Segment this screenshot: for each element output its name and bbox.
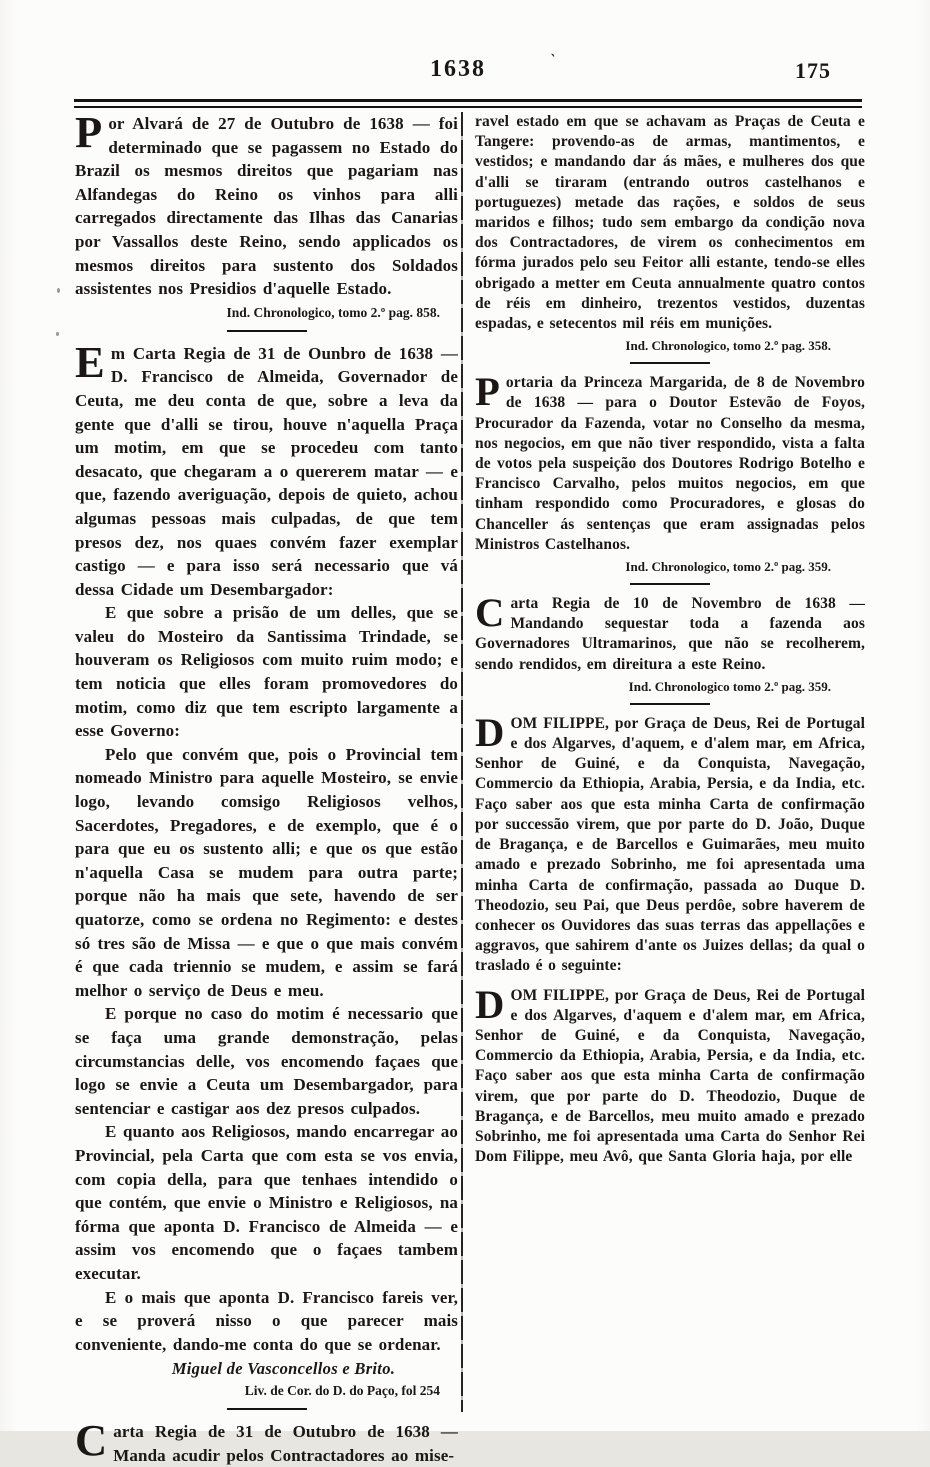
decree-entry	[475, 369, 865, 575]
paragraph: DOM FILIPPE, por Graça de Deus, Rei de Portugal e dos Algarves, d'aquem, e d'alem mar, em Africa, Senhor de Guiné, e da Conquista, Navegação, Commercio da Ethiopia, Arabia, Persia, e da India, etc. Faço saber aos que esta minha Carta de confirmação por successão virem, que por parte do D. João, Duque de Bragança, e de Barcellos e Guimarães, meu muito amado e prezado Sobrinho, me foi apresentada uma minha Carta de confirmação, passada ao Duque D. Theodozio, seu Pai, que Deus perdôe, sobre haverem de conhecer os Ouvidores das suas terras das appellações e aggravos, que sahirem d'ante os Juizes dellas; da qual o traslado é o seguinte:	[475, 709, 865, 975]
decree-entry	[475, 112, 865, 354]
entry-separator	[227, 1408, 307, 1410]
paragraph: Carta Regia de 31 de Outubro de 1638 — Manda acudir pelos Contractadores ao mise-	[75, 1415, 458, 1466]
decree-entry	[475, 590, 865, 695]
source-citation: Ind. Chronologico, tomo 2.º pag. 359.	[625, 559, 831, 575]
left-column	[75, 107, 458, 1466]
entry-separator	[227, 330, 307, 332]
drop-cap: E	[75, 336, 105, 387]
decree-entry	[75, 336, 458, 1400]
source-citation: Liv. de Cor. do D. do Paço, fol 254	[244, 1383, 440, 1399]
drop-cap: D	[475, 709, 505, 755]
paragraph: Carta Regia de 10 de Novembro de 1638 — Mandando sequestar toda a fazenda aos Governadores Ultramarinos, que não se recolherem, sendo rendidos, em direitura a este Reino.	[475, 590, 865, 673]
drop-cap: D	[475, 981, 505, 1027]
column-divider-rule	[461, 112, 463, 1412]
page-number: 175	[795, 58, 831, 83]
scan-artifact: `	[547, 51, 557, 70]
page-year-heading: 1638	[430, 56, 486, 82]
paragraph: E que sobre a prisão de um delles, que se valeu do Mosteiro da Santissima Trindade, se houveram os Religiosos com muito ruim modo; e tem noticia que elles foram promovedores do motim, como diz que tem escripto largamente a esse Governo:	[75, 603, 458, 741]
header-double-rule	[74, 99, 862, 108]
source-citation: Ind. Chronologico tomo 2.º pag. 359.	[628, 678, 831, 694]
scan-artifact	[56, 332, 59, 336]
paragraph: Em Carta Regia de 31 de Ounbro de 1638 — D. Francisco de Almeida, Governador de Ceuta, me deu conta de que, sobre a leva da gente que d'alli se tirou, houve n'aquella Praça um motim, em que se procedeu com tanto desacato, que chegaram a o quererem matar — e que, fazendo averiguação, depois de quieto, achou algumas pessoas mais culpadas, de que tem presos dez, nos quaes convém fazer exemplar castigo — e para isso será necessario que vá dessa Cidade um Desembargador:	[75, 336, 458, 599]
drop-cap: P	[475, 369, 500, 415]
scan-artifact	[57, 288, 60, 293]
paragraph: Portaria da Princeza Margarida, de 8 de Novembro de 1638 — para o Doutor Estevão de Foyos, Procurador da Fazenda, votar no Conselho da mesma, nos negocios, em que não tiver respondido, vista a falta de votos pela suspeição dos Doutores Rodrigo Botelho e Francisco Carvalho, pelos muitos negocios, em que tinham respondido como Procuradores, e glosas do Chanceller ás sentenças que eram assignadas pelos Ministros Castelhanos.	[475, 369, 865, 553]
paragraph: ravel estado em que se achavam as Praças de Ceuta e Tangere: provendo-as de armas, mantimentos, e vestidos; e mandando dar ás mães, e mulheres dos que d'alli se tiraram (entrando outros castelhanos e portuguezes) metade das rações, e soldos de seus maridos e filhos; tudo sem embargo da condição nova dos Contractadores, de virem os conhecimentos em fórma jurados pelo seu Feitor alli estante, tendo-se elles obrigado a metter em Ceuta annualmente quatro contos de réis em dinheiro, trezentos vestidos, duzentas espadas, e setecentos mil réis em munições.	[475, 113, 865, 333]
paragraph: E porque no caso do motim é necessario que se faça uma grande demonstração, pelas circumstancias delle, vos encomendo façaes que logo se envie a Ceuta um Desembargador, para sentenciar e castigar aos dez presos culpados.	[75, 1004, 458, 1118]
paragraph: E quanto aos Religiosos, mando encarregar ao Provincial, pela Carta que com esta se vos envia, com copia della, para que tenhaes intendido o que contém, que envie o Ministro e Religiosos, na fórma que aponta D. Francisco de Almeida — e assim vos encomendo que o façaes tambem executar.	[75, 1122, 458, 1283]
right-column	[475, 112, 865, 1412]
source-citation: Ind. Chronologico, tomo 2.º pag. 858.	[226, 304, 440, 320]
entry-separator	[630, 362, 710, 364]
paragraph: E o mais que aponta D. Francisco fareis ver, e se proverá nisso o que parecer mais conveniente, dando-me conta do que se ordenar.	[75, 1287, 458, 1354]
entry-separator	[630, 703, 710, 705]
entry-separator	[630, 583, 710, 585]
drop-cap: C	[475, 590, 505, 636]
decree-entry	[75, 107, 458, 321]
paragraph: Pelo que convém que, pois o Provincial tem nomeado Ministro para aquelle Mosteiro, se envie logo, levando comsigo Religiosos velhos, Sacerdotes, Pregadores, e de exemplo, que é o para que eu os sustento alli; e que os que estão n'aquella Casa se mudem para outra parte; porque não ha mais que sete, havendo de ser quatorze, como se ordena no Regimento: e destes só tres são de Missa — e que o que mais convém é que cada triennio se mudem, e assim se fará melhor o serviço de Deus e meu.	[75, 744, 458, 1000]
decree-entry	[75, 1415, 458, 1467]
two-column-layout	[75, 107, 865, 1466]
source-citation: Ind. Chronologico, tomo 2.º pag. 358.	[625, 338, 831, 354]
drop-cap: C	[75, 1415, 108, 1466]
decree-entry	[475, 709, 865, 977]
drop-cap: P	[75, 107, 103, 157]
paragraph: Por Alvará de 27 de Outubro de 1638 — foi determinado que se pagassem no Estado do Brazil os mesmos direitos que pagariam nas Alfandegas do Reino os vinhos para alli carregados directamente das Ilhas das Canarias por Vassallos deste Reino, sendo applicados os mesmos direitos para sustento dos Soldados assistentes nos Presidios d'aquelle Estado.	[75, 107, 458, 299]
decree-entry	[475, 981, 865, 1168]
paragraph: DOM FILIPPE, por Graça de Deus, Rei de Portugal e dos Algarves, d'aquem e d'alem mar, em Africa, Senhor de Guiné, e da Conquista, Navegação, Commercio da Ethiopia, Arabia, Persia, e da India, etc. Faço saber aos que esta minha Carta de confirmação virem, que por parte do D. Theodozio, Duque de Bragança, e de Barcellos, meu muito amado e prezado Sobrinho, me foi apresentada uma Carta do Senhor Rei Dom Filippe, meu Avô, que Santa Gloria haja, por elle	[475, 981, 865, 1166]
signature: Miguel de Vasconcellos e Brito.	[171, 1359, 396, 1379]
